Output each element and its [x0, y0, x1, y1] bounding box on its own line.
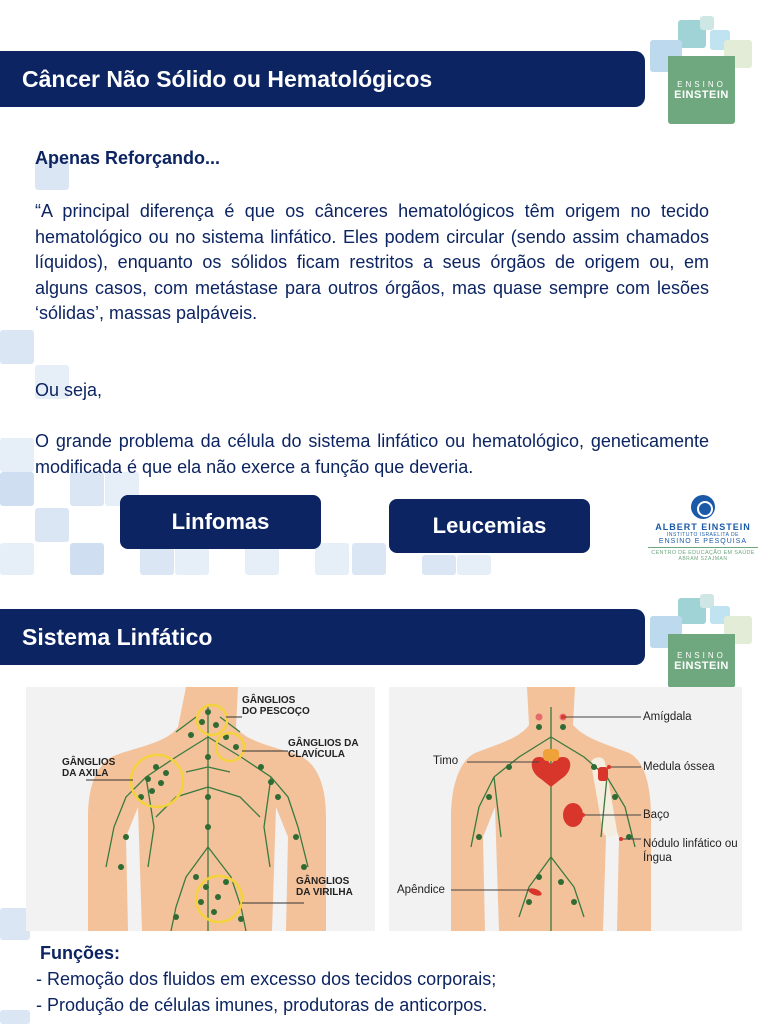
star-of-david-icon [691, 495, 715, 519]
decor-square [352, 543, 386, 575]
main-text-2 [35, 378, 709, 404]
function-item-1: - Remoção dos fluidos em excesso dos tecidos corporais; [36, 969, 497, 989]
label-amigdala: Amígdala [643, 711, 692, 723]
label-apendice: Apêndice [397, 884, 445, 896]
decor-square [315, 543, 349, 575]
main-text [35, 199, 709, 327]
decor-square [0, 330, 34, 364]
ensino-einstein-logo-2 [668, 634, 735, 688]
ensino-logo-line2: EINSTEIN [674, 659, 729, 672]
label-ganglios-virilha: GÂNGLIOS DA VIRILHA [296, 876, 353, 898]
ensino-logo-line1: ENSINO [677, 79, 726, 89]
decor-square [35, 508, 69, 542]
function-item-2: - Produção de células imunes, produtoras de anticorpos. [36, 995, 488, 1015]
leucemias-label: Leucemias [432, 513, 547, 538]
paragraph-1: “A principal diferença é que os cânceres hematológicos têm origem no tecido hematológico ou no sistema linfático. Eles podem circular (sendo assim chamados líquidos), enquanto os sólidos ficam restritos a seus órgãos de origem ou, em alguns casos, com metástase para outros órgãos, mas quase sempre com lesões ‘sólidas’, massas palpáveis. [35, 201, 709, 323]
slide2-title: Sistema Linfático [22, 623, 213, 650]
lymph-nodes-diagram [26, 687, 375, 931]
ae-name: ALBERT EINSTEIN [655, 522, 751, 532]
ae-abram: ABRAM SZAJMAN [678, 556, 728, 562]
decor-square [0, 472, 34, 506]
ae-institute: INSTITUTO ISRAELITA DE [667, 532, 739, 538]
label-medula-ossea: Medula óssea [643, 761, 715, 773]
slide-title: Câncer Não Sólido ou Hematológicos [22, 65, 433, 92]
decor-square [457, 555, 491, 575]
label-ganglios-clavicula: GÂNGLIOS DA CLAVÍCULA [288, 738, 359, 760]
slide2-title-bar [0, 609, 645, 665]
lymph-organs-diagram [389, 687, 742, 931]
functions-list [36, 940, 497, 1018]
functions-title: Funções: [40, 943, 121, 963]
decor-square [0, 438, 34, 472]
ensino-einstein-logo [668, 56, 735, 124]
ae-center: CENTRO DE EDUCAÇÃO EM SAÚDE [651, 550, 755, 556]
label-ganglios-axila: GÂNGLIOS DA AXILA [62, 757, 116, 779]
linfomas-button[interactable] [120, 495, 321, 549]
paragraph-3: O grande problema da célula do sistema linfático ou hematológico, geneticamente modificada é que ela não exerce a função que deveria. [35, 431, 709, 477]
subtitle: Apenas Reforçando... [35, 148, 221, 168]
decor-square [70, 543, 104, 575]
main-text-3 [35, 429, 709, 480]
decor-square [422, 555, 456, 575]
decor-square [0, 543, 34, 575]
slide-title-bar [0, 51, 645, 107]
paragraph-2: Ou seja, [35, 380, 103, 400]
ae-ensino: ENSINO E PESQUISA [648, 538, 758, 548]
label-timo: Timo [433, 755, 459, 767]
label-nodulo-linfatico: Nódulo linfático ou Íngua [643, 838, 738, 864]
ensino-logo-line1: ENSINO [677, 650, 726, 660]
label-ganglios-pescoco: GÂNGLIOS DO PESCOÇO [242, 695, 310, 717]
decor-square [0, 1010, 30, 1024]
albert-einstein-logo [648, 495, 758, 562]
ensino-logo-line2: EINSTEIN [674, 88, 729, 101]
decor-square [700, 16, 714, 30]
leucemias-button[interactable] [389, 499, 590, 553]
label-baco: Baço [643, 809, 670, 821]
linfomas-label: Linfomas [171, 509, 270, 534]
